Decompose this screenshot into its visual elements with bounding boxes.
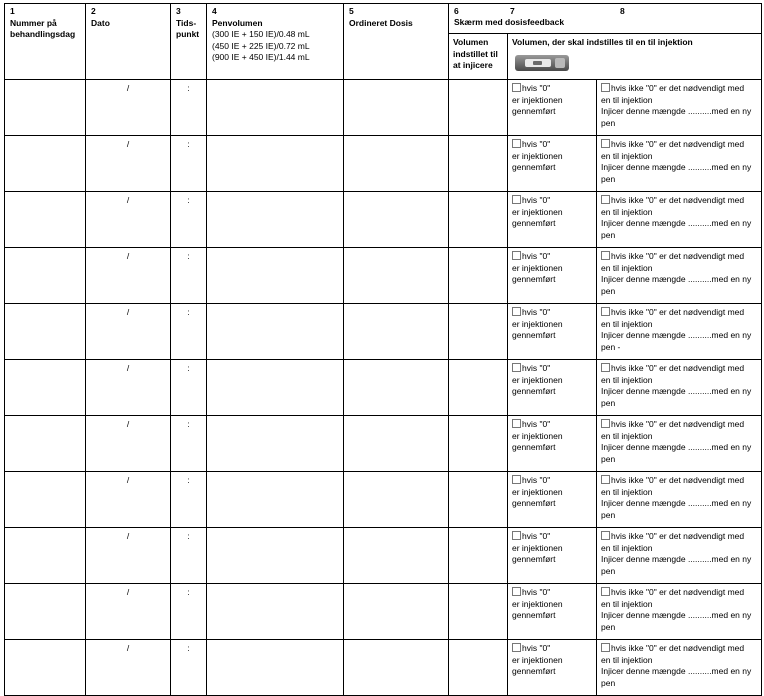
date-separator: / [126,587,130,597]
nonzero-check-text: Injicer denne mængde ..........med en ny [601,106,752,116]
time-separator: : [187,531,190,541]
time-separator: : [187,139,190,149]
nonzero-check-text: en til injektion [601,94,653,105]
nonzero-check-text: en til injektion [601,206,653,217]
zero-check-text: er injektionen [512,150,563,161]
nonzero-dose-cell [597,416,762,472]
checkbox-icon[interactable] [601,195,610,204]
nonzero-check-text: hvis ikke "0" er det nødvendigt med [611,195,745,205]
time-cell[interactable] [171,640,207,696]
prescribed-dose-cell[interactable] [344,584,449,640]
time-cell[interactable] [171,416,207,472]
checkbox-icon[interactable] [601,83,610,92]
volume-set-cell[interactable] [449,416,508,472]
zero-dose-cell [508,304,597,360]
nonzero-dose-cell [597,528,762,584]
pen-volume-cell[interactable] [207,192,344,248]
zero-dose-cell [508,640,597,696]
date-separator: / [126,83,130,93]
prescribed-dose-cell[interactable] [344,192,449,248]
col678-header [449,4,762,34]
date-cell[interactable] [86,80,171,136]
table-row [5,640,762,696]
checkbox-icon[interactable] [601,363,610,372]
checkbox-icon[interactable] [512,251,521,260]
nonzero-check-text: hvis ikke "0" er det nødvendigt med [611,83,745,93]
zero-check-text: er injektionen [512,486,563,497]
table-row [5,80,762,136]
col2-header [86,4,171,80]
col8-number: 8 [620,6,625,16]
zero-check-text: er injektionen [512,94,563,105]
col2-number: 2 [91,6,96,16]
checkbox-icon[interactable] [601,587,610,596]
zero-dose-cell [508,80,597,136]
treatment-day-cell[interactable] [5,192,86,248]
nonzero-check-text: pen [601,621,616,632]
table-row [5,360,762,416]
prescribed-dose-cell[interactable] [344,248,449,304]
treatment-day-cell[interactable] [5,304,86,360]
nonzero-check-text: Injicer denne mængde ..........med en ny [601,442,752,452]
checkbox-icon[interactable] [512,643,521,652]
nonzero-check-text: hvis ikke "0" er det nødvendigt med [611,363,745,373]
checkbox-icon[interactable] [512,83,521,92]
col1-header [5,4,86,80]
table-row [5,528,762,584]
nonzero-check-text: en til injektion [601,374,653,385]
zero-check-text: hvis "0" [522,419,551,429]
pen-volume-cell[interactable] [207,248,344,304]
treatment-day-cell[interactable] [5,472,86,528]
zero-check-text: gennemført [512,498,556,508]
time-separator: : [187,643,190,653]
nonzero-check-text: Injicer denne mængde ..........med en ny [601,162,752,172]
nonzero-check-text: pen [601,453,616,464]
date-separator: / [126,139,130,149]
nonzero-check-text: Injicer denne mængde ..........med en ny [601,218,752,228]
table-row [5,416,762,472]
nonzero-check-text: Injicer denne mængde ..........med en ny [601,610,752,620]
zero-check-text: gennemført [512,218,556,228]
col7-number: 7 [510,6,515,16]
zero-dose-cell [508,192,597,248]
nonzero-check-text: en til injektion [601,598,653,609]
date-cell[interactable] [86,136,171,192]
prescribed-dose-cell[interactable] [344,528,449,584]
checkbox-icon[interactable] [512,475,521,484]
nonzero-check-text: pen [601,117,616,128]
date-separator: / [126,419,130,429]
time-separator: : [187,195,190,205]
zero-check-text: gennemført [512,554,556,564]
col78-subheader [508,34,762,80]
pen-volume-450: (450 IE + 225 IE)/0.72 mL [212,40,310,51]
time-cell[interactable] [171,304,207,360]
nonzero-dose-cell [597,248,762,304]
zero-dose-cell [508,584,597,640]
col3-label: Tids-punkt [176,17,200,39]
treatment-day-cell[interactable] [5,416,86,472]
volume-set-cell[interactable] [449,360,508,416]
col5-header [344,4,449,80]
date-cell[interactable] [86,248,171,304]
zero-check-text: hvis "0" [522,195,551,205]
zero-check-text: hvis "0" [522,475,551,485]
col4-label: Penvolumen [212,17,263,28]
time-separator: : [187,475,190,485]
nonzero-check-text: en til injektion [601,542,653,553]
nonzero-dose-cell [597,472,762,528]
date-cell[interactable] [86,416,171,472]
date-separator: / [126,363,130,373]
zero-check-text: gennemført [512,330,556,340]
nonzero-check-text: pen [601,229,616,240]
time-separator: : [187,587,190,597]
pen-volume-cell[interactable] [207,416,344,472]
col4-header [207,4,344,80]
volume-set-cell[interactable] [449,584,508,640]
checkbox-icon[interactable] [601,139,610,148]
zero-dose-cell [508,528,597,584]
col1-label: Nummer på behandlingsdag [10,17,76,39]
nonzero-check-text: pen [601,565,616,576]
zero-check-text: hvis "0" [522,307,551,317]
col5-label: Ordineret Dosis [349,17,413,28]
nonzero-dose-cell [597,136,762,192]
prescribed-dose-cell[interactable] [344,640,449,696]
nonzero-check-text: hvis ikke "0" er det nødvendigt med [611,307,745,317]
nonzero-dose-cell [597,192,762,248]
table-row [5,192,762,248]
date-cell[interactable] [86,584,171,640]
volume-set-cell[interactable] [449,248,508,304]
col6-subheader [449,34,508,80]
nonzero-check-text: hvis ikke "0" er det nødvendigt med [611,475,745,485]
date-cell[interactable] [86,528,171,584]
nonzero-check-text: en til injektion [601,430,653,441]
zero-dose-cell [508,136,597,192]
nonzero-dose-cell [597,304,762,360]
zero-check-text: hvis "0" [522,643,551,653]
pen-volume-900: (900 IE + 450 IE)/1.44 mL [212,52,310,62]
date-separator: / [126,531,130,541]
zero-check-text: er injektionen [512,430,563,441]
nonzero-check-text: Injicer denne mængde ..........med en ny [601,554,752,564]
zero-dose-cell [508,472,597,528]
checkbox-icon[interactable] [512,195,521,204]
col6-sublabel: Volumen indstillet til at injicere [453,37,498,70]
date-separator: / [126,475,130,485]
nonzero-check-text: hvis ikke "0" er det nødvendigt med [611,139,745,149]
treatment-log-table [4,3,762,696]
nonzero-check-text: pen - [601,341,621,352]
time-separator: : [187,419,190,429]
pen-volume-cell[interactable] [207,360,344,416]
zero-check-text: hvis "0" [522,139,551,149]
treatment-day-cell[interactable] [5,528,86,584]
nonzero-check-text: pen [601,509,616,520]
prescribed-dose-cell[interactable] [344,136,449,192]
zero-check-text: hvis "0" [522,83,551,93]
checkbox-icon[interactable] [512,363,521,372]
zero-check-text: gennemført [512,106,556,116]
prescribed-dose-cell[interactable] [344,360,449,416]
checkbox-icon[interactable] [512,531,521,540]
nonzero-check-text: pen [601,173,616,184]
pen-volume-cell[interactable] [207,640,344,696]
checkbox-icon[interactable] [512,419,521,428]
volume-set-cell[interactable] [449,640,508,696]
zero-check-text: hvis "0" [522,531,551,541]
checkbox-icon[interactable] [601,419,610,428]
treatment-day-cell[interactable] [5,248,86,304]
zero-check-text: er injektionen [512,542,563,553]
table-row [5,136,762,192]
time-cell[interactable] [171,136,207,192]
zero-dose-cell [508,248,597,304]
nonzero-check-text: hvis ikke "0" er det nødvendigt med [611,587,745,597]
col3-number: 3 [176,6,181,16]
time-cell[interactable] [171,192,207,248]
date-separator: / [126,251,130,261]
date-cell[interactable] [86,472,171,528]
time-separator: : [187,83,190,93]
volume-set-cell[interactable] [449,528,508,584]
col2-label: Dato [91,17,110,28]
table-row [5,248,762,304]
zero-check-text: hvis "0" [522,587,551,597]
treatment-day-cell[interactable] [5,360,86,416]
zero-check-text: gennemført [512,386,556,396]
treatment-day-cell[interactable] [5,640,86,696]
time-separator: : [187,307,190,317]
prescribed-dose-cell[interactable] [344,304,449,360]
time-separator: : [187,363,190,373]
date-cell[interactable] [86,304,171,360]
nonzero-check-text: en til injektion [601,486,653,497]
pen-volume-300: (300 IE + 150 IE)/0.48 mL [212,29,310,39]
pen-volume-cell[interactable] [207,528,344,584]
pen-dose-window-icon [515,55,569,71]
prescribed-dose-cell[interactable] [344,80,449,136]
volume-set-cell[interactable] [449,192,508,248]
nonzero-check-text: Injicer denne mængde ..........med en ny [601,386,752,396]
date-separator: / [126,195,130,205]
zero-check-text: gennemført [512,666,556,676]
time-cell[interactable] [171,248,207,304]
volume-set-cell[interactable] [449,472,508,528]
zero-check-text: hvis "0" [522,363,551,373]
nonzero-check-text: pen [601,285,616,296]
nonzero-check-text: Injicer denne mængde ..........med en ny [601,498,752,508]
checkbox-icon[interactable] [601,475,610,484]
checkbox-icon[interactable] [601,251,610,260]
nonzero-dose-cell [597,584,762,640]
zero-check-text: er injektionen [512,318,563,329]
date-cell[interactable] [86,640,171,696]
nonzero-dose-cell [597,640,762,696]
treatment-day-cell[interactable] [5,136,86,192]
time-cell[interactable] [171,472,207,528]
time-cell[interactable] [171,80,207,136]
col6-number: 6 [454,6,459,16]
zero-check-text: gennemført [512,274,556,284]
table-row [5,472,762,528]
zero-check-text: er injektionen [512,654,563,665]
zero-dose-cell [508,360,597,416]
date-cell[interactable] [86,360,171,416]
treatment-day-cell[interactable] [5,584,86,640]
volume-set-cell[interactable] [449,80,508,136]
nonzero-check-text: hvis ikke "0" er det nødvendigt med [611,251,745,261]
nonzero-check-text: en til injektion [601,150,653,161]
col6-label: Skærm med dosisfeedback [454,17,565,27]
zero-check-text: gennemført [512,610,556,620]
pen-volume-cell[interactable] [207,584,344,640]
nonzero-check-text: Injicer denne mængde ..........med en ny [601,666,752,676]
pen-volume-cell[interactable] [207,136,344,192]
nonzero-check-text: hvis ikke "0" er det nødvendigt med [611,419,745,429]
checkbox-icon[interactable] [512,139,521,148]
checkbox-icon[interactable] [601,643,610,652]
prescribed-dose-cell[interactable] [344,416,449,472]
treatment-day-cell[interactable] [5,80,86,136]
volume-set-cell[interactable] [449,136,508,192]
zero-check-text: gennemført [512,442,556,452]
time-cell[interactable] [171,528,207,584]
table-row [5,304,762,360]
col3-header [171,4,207,80]
table-row [5,584,762,640]
nonzero-check-text: en til injektion [601,318,653,329]
nonzero-check-text: en til injektion [601,654,653,665]
nonzero-check-text: hvis ikke "0" er det nødvendigt med [611,643,745,653]
zero-check-text: er injektionen [512,598,563,609]
date-separator: / [126,307,130,317]
checkbox-icon[interactable] [601,531,610,540]
nonzero-check-text: pen [601,677,616,688]
nonzero-dose-cell [597,80,762,136]
col5-number: 5 [349,6,354,16]
volume-set-cell[interactable] [449,304,508,360]
zero-check-text: er injektionen [512,374,563,385]
time-cell[interactable] [171,360,207,416]
pen-volume-cell[interactable] [207,80,344,136]
col4-number: 4 [212,6,217,16]
time-cell[interactable] [171,584,207,640]
zero-check-text: er injektionen [512,262,563,273]
nonzero-dose-cell [597,360,762,416]
zero-check-text: gennemført [512,162,556,172]
checkbox-icon[interactable] [512,587,521,596]
zero-check-text: er injektionen [512,206,563,217]
nonzero-check-text: hvis ikke "0" er det nødvendigt med [611,531,745,541]
nonzero-check-text: pen [601,397,616,408]
pen-volume-cell[interactable] [207,472,344,528]
col1-number: 1 [10,6,15,16]
nonzero-check-text: en til injektion [601,262,653,273]
checkbox-icon[interactable] [601,307,610,316]
col78-sublabel: Volumen, der skal indstilles til en til injektion [512,37,693,47]
pen-volume-cell[interactable] [207,304,344,360]
date-cell[interactable] [86,192,171,248]
zero-dose-cell [508,416,597,472]
nonzero-check-text: Injicer denne mængde ..........med en ny [601,330,752,340]
time-separator: : [187,251,190,261]
zero-check-text: hvis "0" [522,251,551,261]
prescribed-dose-cell[interactable] [344,472,449,528]
checkbox-icon[interactable] [512,307,521,316]
date-separator: / [126,643,130,653]
nonzero-check-text: Injicer denne mængde ..........med en ny [601,274,752,284]
